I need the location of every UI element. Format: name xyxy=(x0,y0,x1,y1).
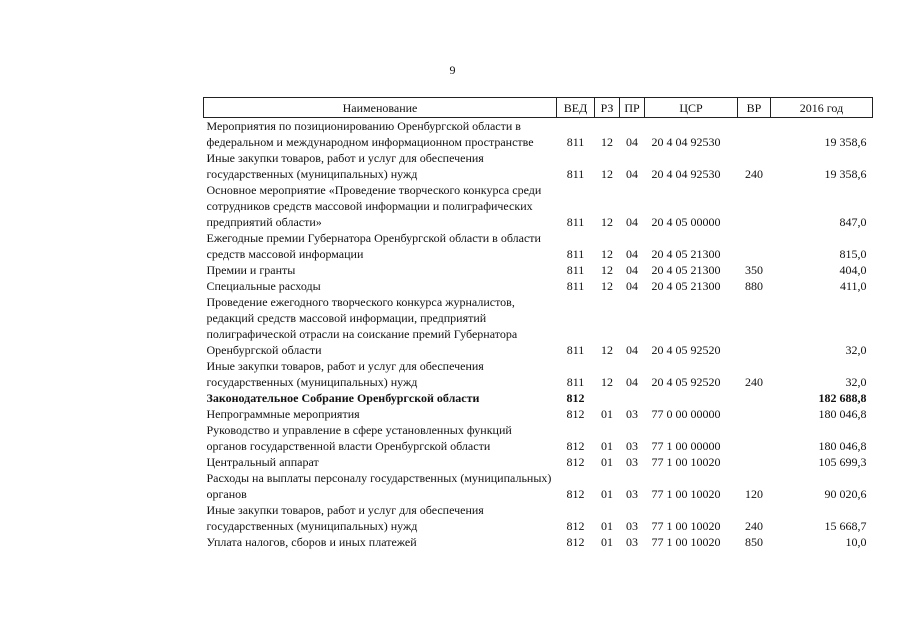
row-rz: 01 xyxy=(601,455,613,469)
header-name: Наименование xyxy=(204,98,557,118)
row-vr xyxy=(738,406,771,422)
row-vr: 240 xyxy=(745,519,763,533)
row-ved: 811 xyxy=(566,247,585,261)
row-name: Специальные расходы xyxy=(206,279,321,293)
header-rz: РЗ xyxy=(595,98,620,118)
row-ved: 812 xyxy=(566,391,585,405)
row-rz: 12 xyxy=(601,343,613,357)
row-amount: 815,0 xyxy=(839,247,867,261)
row-vr: 850 xyxy=(745,535,763,549)
row-name: Основное мероприятие «Проведение творческого конкурса среди сотрудников средств массовой информации и полиграфических предприятий области» xyxy=(206,183,542,229)
row-name: Непрограммные мероприятия xyxy=(206,407,360,421)
table-row xyxy=(204,454,873,470)
row-pr: 04 xyxy=(626,247,638,261)
row-amount: 10,0 xyxy=(845,535,867,549)
row-vr: 880 xyxy=(745,279,763,293)
row-vr: 120 xyxy=(745,487,763,501)
row-csr: 77 1 00 10020 xyxy=(651,519,721,533)
row-name: Законодательное Собрание Оренбургской области xyxy=(206,391,480,405)
row-rz: 12 xyxy=(601,215,613,229)
row-csr xyxy=(645,390,738,406)
row-name: Иные закупки товаров, работ и услуг для обеспечения государственных (муниципальных) нужд xyxy=(206,503,484,533)
table-row xyxy=(204,502,873,534)
row-amount: 404,0 xyxy=(839,263,867,277)
row-name: Расходы на выплаты персоналу государственных (муниципальных) органов xyxy=(206,471,552,501)
row-pr: 03 xyxy=(626,519,638,533)
row-amount: 32,0 xyxy=(845,343,867,357)
row-name: Проведение ежегодного творческого конкурса журналистов, редакций средств массовой информации, предприятий полиграфической отрасли на соискание премий Губернатора Оренбургской области xyxy=(206,295,518,357)
row-csr: 20 4 05 21300 xyxy=(651,247,721,261)
table-row xyxy=(204,118,873,151)
row-ved: 812 xyxy=(566,439,585,453)
table-row xyxy=(204,390,873,406)
row-csr: 20 4 05 21300 xyxy=(651,263,721,277)
table-row xyxy=(204,358,873,390)
row-name: Мероприятия по позиционированию Оренбургской области в федеральном и международном информационном пространстве xyxy=(206,119,534,149)
row-pr: 04 xyxy=(626,215,638,229)
row-name: Премии и гранты xyxy=(206,263,296,277)
header-pr: ПР xyxy=(620,98,645,118)
row-rz: 12 xyxy=(601,279,613,293)
row-rz: 01 xyxy=(601,535,613,549)
row-amount: 19 358,6 xyxy=(824,135,867,149)
row-ved: 811 xyxy=(566,167,585,181)
table-row xyxy=(204,230,873,262)
row-csr: 77 0 00 00000 xyxy=(651,407,721,421)
row-ved: 811 xyxy=(566,135,585,149)
row-amount: 32,0 xyxy=(845,375,867,389)
row-csr: 20 4 04 92530 xyxy=(651,135,721,149)
row-rz: 01 xyxy=(601,487,613,501)
row-ved: 812 xyxy=(566,535,585,549)
row-ved: 811 xyxy=(566,375,585,389)
header-year: 2016 год xyxy=(771,98,873,118)
row-pr: 03 xyxy=(626,535,638,549)
row-ved: 812 xyxy=(566,487,585,501)
row-vr xyxy=(738,182,771,230)
row-vr: 240 xyxy=(745,375,763,389)
row-name: Иные закупки товаров, работ и услуг для обеспечения государственных (муниципальных) нужд xyxy=(206,151,484,181)
row-amount: 105 699,3 xyxy=(818,455,867,469)
row-csr: 20 4 04 92530 xyxy=(651,167,721,181)
row-rz: 12 xyxy=(601,375,613,389)
row-rz: 12 xyxy=(601,247,613,261)
row-amount: 19 358,6 xyxy=(824,167,867,181)
table-row xyxy=(204,150,873,182)
table-row xyxy=(204,278,873,294)
row-pr: 04 xyxy=(626,343,638,357)
row-vr xyxy=(738,390,771,406)
header-csr: ЦСР xyxy=(645,98,738,118)
row-ved: 812 xyxy=(566,519,585,533)
row-pr: 03 xyxy=(626,487,638,501)
table-row xyxy=(204,406,873,422)
row-pr: 03 xyxy=(626,455,638,469)
row-vr xyxy=(738,294,771,358)
table-row xyxy=(204,470,873,502)
table-header-row xyxy=(204,98,873,118)
row-ved: 812 xyxy=(566,407,585,421)
table-row xyxy=(204,534,873,550)
row-ved: 811 xyxy=(566,215,585,229)
row-pr xyxy=(620,390,645,406)
row-vr xyxy=(738,118,771,151)
row-vr xyxy=(738,230,771,262)
table-row xyxy=(204,422,873,454)
row-amount: 180 046,8 xyxy=(818,439,867,453)
page-number: 9 xyxy=(449,63,456,77)
row-ved: 811 xyxy=(566,343,585,357)
row-ved: 812 xyxy=(566,455,585,469)
row-rz: 01 xyxy=(601,519,613,533)
row-csr: 77 1 00 10020 xyxy=(651,487,721,501)
row-pr: 04 xyxy=(626,135,638,149)
row-csr: 77 1 00 10020 xyxy=(651,535,721,549)
row-rz xyxy=(595,390,620,406)
row-name: Уплата налогов, сборов и иных платежей xyxy=(206,535,417,549)
row-pr: 04 xyxy=(626,263,638,277)
row-amount: 15 668,7 xyxy=(824,519,867,533)
row-rz: 12 xyxy=(601,263,613,277)
row-amount: 411,0 xyxy=(839,279,867,293)
header-vr: ВР xyxy=(738,98,771,118)
row-amount: 180 046,8 xyxy=(818,407,867,421)
row-vr: 350 xyxy=(745,263,763,277)
row-amount: 847,0 xyxy=(839,215,867,229)
row-rz: 01 xyxy=(601,407,613,421)
row-csr: 20 4 05 92520 xyxy=(651,375,721,389)
header-ved: ВЕД xyxy=(557,98,595,118)
row-name: Центральный аппарат xyxy=(206,455,319,469)
row-rz: 12 xyxy=(601,135,613,149)
row-vr: 240 xyxy=(745,167,763,181)
table-row xyxy=(204,294,873,358)
row-ved: 811 xyxy=(566,263,585,277)
budget-table xyxy=(203,97,873,550)
row-rz: 12 xyxy=(601,167,613,181)
row-name: Иные закупки товаров, работ и услуг для обеспечения государственных (муниципальных) нужд xyxy=(206,359,484,389)
table-body xyxy=(204,118,873,551)
row-csr: 20 4 05 92520 xyxy=(651,343,721,357)
row-amount: 90 020,6 xyxy=(824,487,867,501)
row-pr: 04 xyxy=(626,375,638,389)
row-amount: 182 688,8 xyxy=(818,391,867,405)
row-name: Руководство и управление в сфере установленных функций органов государственной власти Оренбургской области xyxy=(206,423,512,453)
row-csr: 20 4 05 00000 xyxy=(651,215,721,229)
row-pr: 03 xyxy=(626,407,638,421)
row-pr: 03 xyxy=(626,439,638,453)
row-vr xyxy=(738,454,771,470)
row-name: Ежегодные премии Губернатора Оренбургской области в области средств массовой информации xyxy=(206,231,541,261)
row-vr xyxy=(738,422,771,454)
row-csr: 77 1 00 00000 xyxy=(651,439,721,453)
row-pr: 04 xyxy=(626,279,638,293)
row-rz: 01 xyxy=(601,439,613,453)
table-row xyxy=(204,262,873,278)
row-csr: 20 4 05 21300 xyxy=(651,279,721,293)
row-ved: 811 xyxy=(566,279,585,293)
row-csr: 77 1 00 10020 xyxy=(651,455,721,469)
row-pr: 04 xyxy=(626,167,638,181)
table-row xyxy=(204,182,873,230)
